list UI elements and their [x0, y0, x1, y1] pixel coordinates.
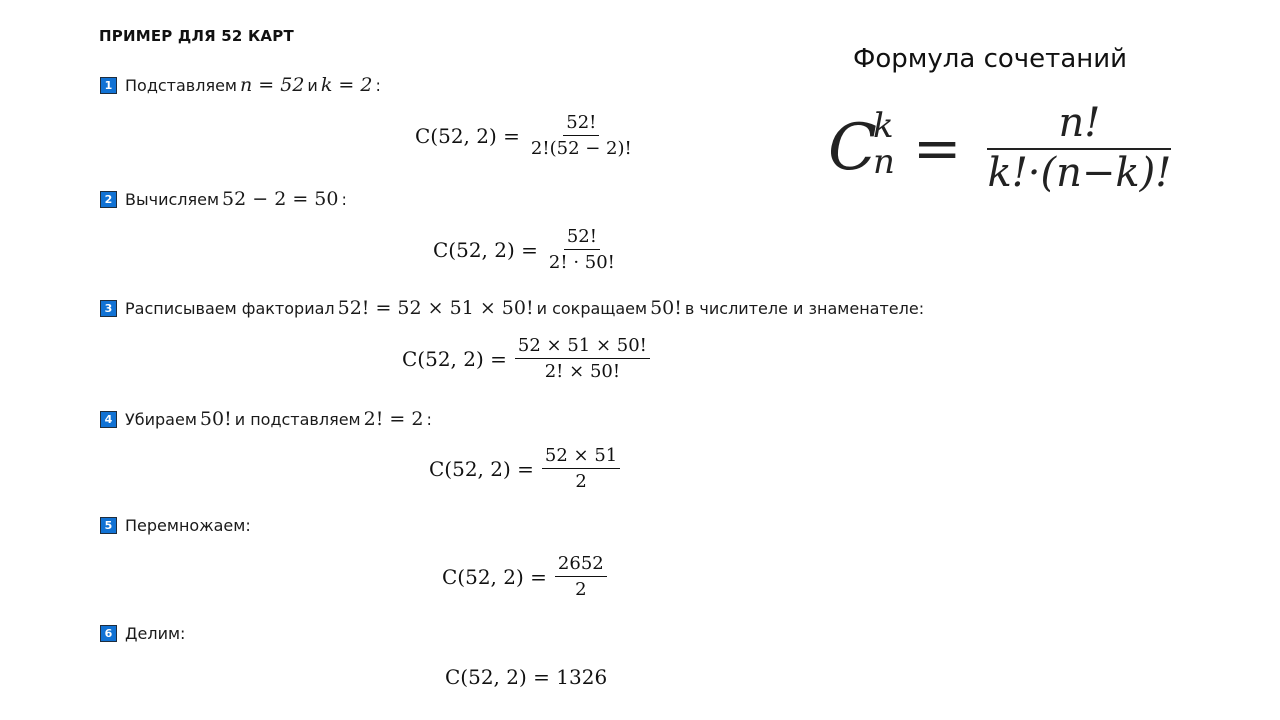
fraction: [546, 226, 618, 273]
equation-lhs: C(52, 2) =: [415, 123, 520, 148]
equation-5: [442, 553, 607, 600]
step-number-badge: 6: [100, 625, 117, 642]
equation-lhs: C(52, 2) =: [429, 456, 534, 481]
denominator: 2: [575, 471, 587, 492]
step-number-badge: 4: [100, 411, 117, 428]
step-math: 50!: [199, 408, 232, 430]
equation-2: [433, 226, 618, 273]
step-math: k = 2: [320, 74, 373, 96]
step-5: [100, 516, 251, 535]
formula-scripts: [872, 106, 895, 182]
step-math: 2! = 2: [363, 408, 424, 430]
step-text: Делим:: [125, 624, 186, 643]
formula-symbol: C: [828, 111, 877, 185]
step-math: n = 52: [240, 74, 305, 96]
equation-6: [445, 665, 607, 689]
step-6: [100, 624, 185, 643]
step-1: [100, 74, 381, 96]
step-math: 50!: [650, 297, 682, 319]
denominator: 2! · 50!: [548, 252, 615, 273]
step-text: Вычисляем: [125, 189, 220, 209]
numerator: 52 × 51 × 50!: [515, 335, 650, 359]
step-math: 52 − 2 = 50: [222, 188, 339, 210]
formula-numerator: n!: [987, 100, 1171, 150]
denominator: 2: [575, 579, 587, 600]
formula-fraction: [987, 100, 1171, 196]
step-text: Расписываем факториал: [125, 298, 335, 318]
equation-lhs: C(52, 2) =: [433, 237, 538, 262]
step-4: [100, 408, 432, 430]
equation-1: [415, 112, 635, 159]
equation-lhs: C(52, 2) =: [402, 346, 507, 371]
fraction: [555, 553, 607, 600]
step-text: :: [426, 409, 432, 429]
equation-3: [402, 335, 650, 382]
formula-subscript: n: [872, 142, 895, 182]
denominator: 2! × 50!: [544, 361, 621, 382]
step-text: и: [307, 75, 318, 95]
step-text: Подставляем: [125, 75, 237, 95]
equation-result: C(52, 2) = 1326: [445, 665, 608, 689]
combination-formula: [828, 100, 1171, 196]
numerator: 52!: [563, 112, 599, 136]
step-text: и подставляем: [234, 409, 361, 429]
formula-denominator: k!·(n−k)!: [987, 150, 1172, 196]
fraction: [528, 112, 635, 159]
step-text: Убираем: [125, 409, 197, 429]
equation-4: [429, 445, 620, 492]
formula-equals: =: [912, 114, 962, 182]
numerator: 52!: [564, 226, 600, 250]
fraction: [542, 445, 620, 492]
step-number-badge: 3: [100, 300, 117, 317]
step-text: в числителе и знаменателе:: [684, 298, 925, 318]
step-number-badge: 1: [100, 77, 117, 94]
step-math: 52! = 52 × 51 × 50!: [337, 297, 534, 319]
equation-lhs: C(52, 2) =: [442, 564, 547, 589]
step-2: [100, 188, 347, 210]
page-heading: ПРИМЕР ДЛЯ 52 КАРТ: [99, 27, 294, 45]
step-number-badge: 5: [100, 517, 117, 534]
formula-superscript: k: [872, 106, 894, 147]
step-text: :: [341, 189, 347, 209]
step-text: и сокращаем: [536, 298, 648, 318]
step-3: [100, 297, 924, 319]
denominator: 2!(52 − 2)!: [530, 138, 632, 159]
step-number-badge: 2: [100, 191, 117, 208]
step-text: Перемножаем:: [125, 516, 251, 535]
numerator: 2652: [555, 553, 607, 577]
numerator: 52 × 51: [542, 445, 620, 469]
step-text: :: [375, 75, 381, 95]
formula-title: Формула сочетаний: [853, 44, 1128, 74]
fraction: [515, 335, 650, 382]
